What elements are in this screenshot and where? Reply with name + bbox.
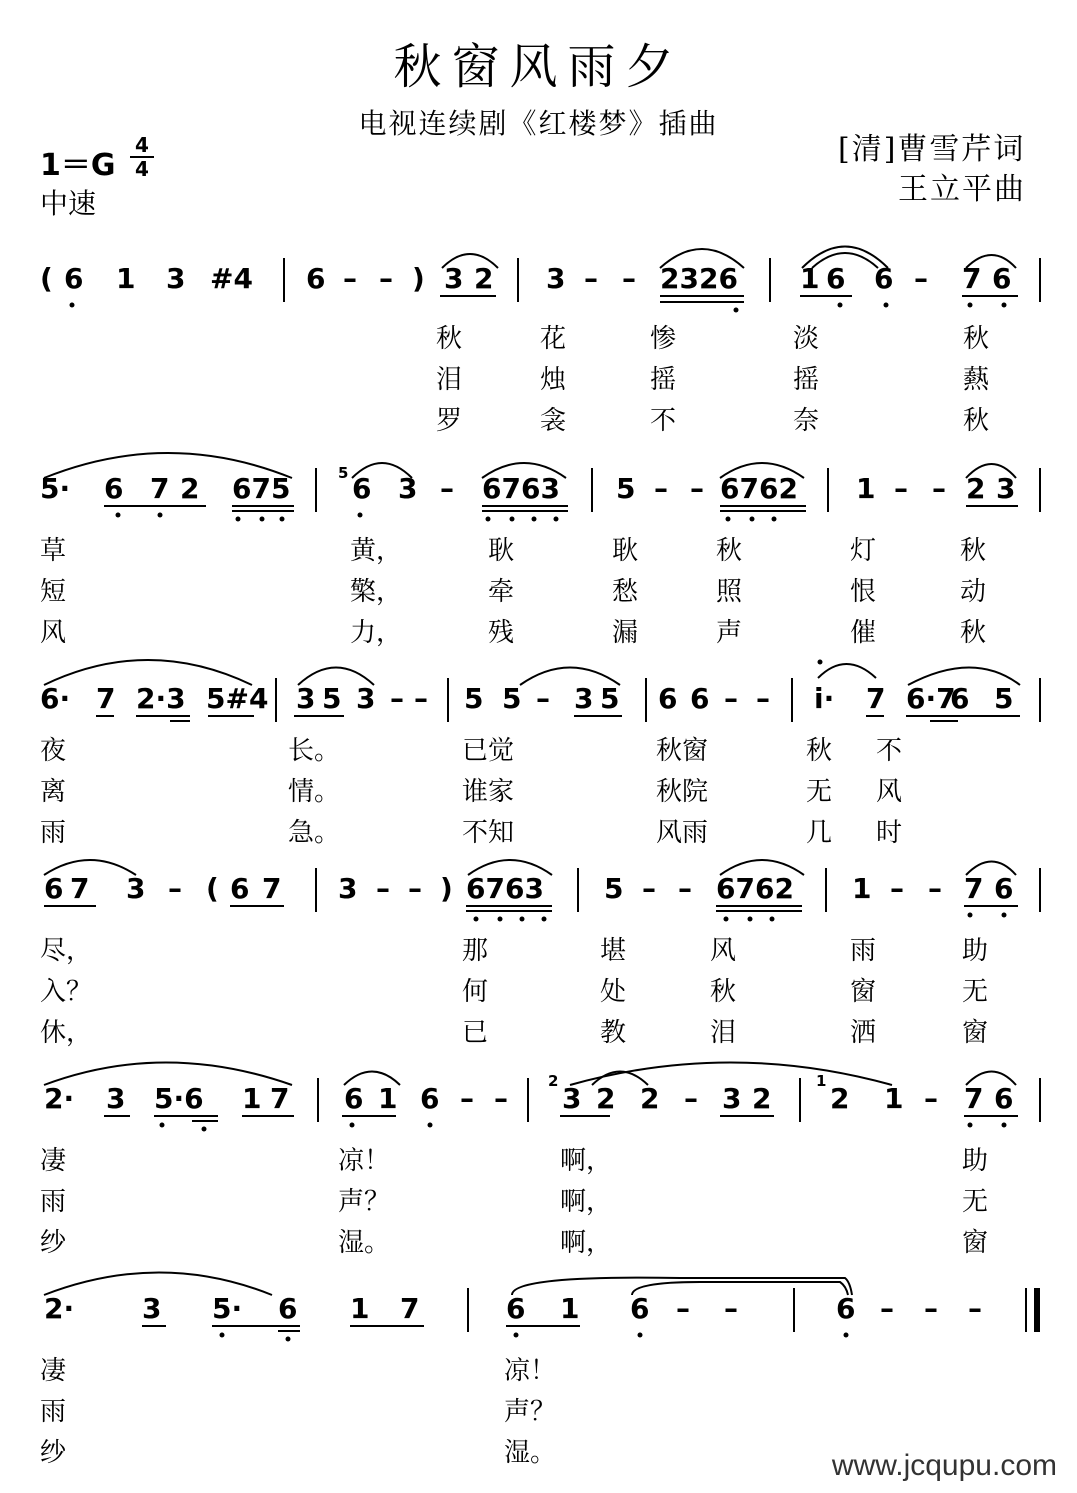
lyric-syllable: 灯 — [850, 536, 877, 566]
lyric-syllable: 已觉 — [462, 736, 515, 766]
grace-note: 1 — [816, 1072, 827, 1090]
note-token: 7 — [96, 682, 116, 715]
note-token: 6762 — [716, 872, 794, 905]
lyric-syllable: 窗 — [850, 977, 877, 1007]
lyric-syllable: 风 — [876, 777, 903, 807]
slur — [818, 664, 876, 678]
lyricist-credit: [清]曹雪芹词 — [838, 132, 1026, 167]
lyric-syllable: 凄 — [40, 1146, 67, 1176]
lyric-syllable: 泪 — [710, 1018, 737, 1048]
lyric-syllable: 秋 — [806, 736, 833, 766]
lyric-syllable: 休， — [40, 1018, 93, 1048]
note-token: – — [414, 682, 428, 715]
note-token: 6 — [874, 262, 894, 295]
time-signature-top: 4 — [135, 133, 149, 157]
lyric-syllable: 教 — [600, 1018, 627, 1048]
note-token: 1 — [242, 1082, 262, 1115]
note-token: – — [924, 1082, 938, 1115]
lyric-syllable: 已 — [462, 1018, 489, 1048]
slur — [44, 860, 136, 875]
lyric-syllable: 声？ — [338, 1187, 391, 1217]
lyric-syllable: 短 — [40, 577, 67, 607]
note-token: – — [168, 872, 182, 905]
note-token: 5#4 — [206, 682, 269, 715]
note-token: – — [968, 1292, 982, 1325]
note-token: 5 — [600, 682, 620, 715]
score-title: 秋窗风雨夕 — [393, 39, 684, 95]
note-token: 6 — [658, 682, 678, 715]
lyric-syllable: 入？ — [40, 977, 93, 1007]
score-subtitle: 电视连续剧《红楼梦》插曲 — [358, 107, 719, 140]
note-token: 1 — [856, 472, 876, 505]
note-token: 6 — [104, 472, 124, 505]
note-token: 7 — [400, 1292, 420, 1325]
lyric-syllable: 啊， — [560, 1187, 613, 1217]
note-token: 5· — [40, 472, 71, 505]
lyric-syllable: 黄， — [350, 536, 403, 566]
slur — [442, 254, 498, 268]
note-token: – — [678, 872, 692, 905]
note-token: 6 — [306, 262, 326, 295]
note-token: 6 — [230, 872, 250, 905]
note-token: 2·3 — [136, 682, 186, 715]
tie — [512, 1278, 852, 1295]
slur — [482, 463, 566, 478]
lyric-syllable: 啊， — [560, 1228, 613, 1258]
lyric-syllable: 爇 — [963, 365, 990, 395]
lyric-syllable: 声 — [716, 618, 743, 648]
note-token: – — [376, 872, 390, 905]
note-token: 675 — [232, 472, 291, 505]
note-token: 2 — [830, 1082, 850, 1115]
lyric-syllable: 动 — [960, 577, 987, 607]
note-token: 2 — [474, 262, 494, 295]
note-token: 2 — [966, 472, 986, 505]
time-signature-bottom: 4 — [135, 157, 149, 181]
note-token: 5· — [212, 1292, 243, 1325]
lyric-syllable: 秋 — [436, 324, 463, 354]
note-token: 2326 — [660, 262, 738, 295]
note-token: 3 — [338, 872, 358, 905]
note-token: 3 — [296, 682, 316, 715]
note-token: 6763 — [466, 872, 544, 905]
lyric-syllable: 时 — [876, 818, 903, 848]
lyric-syllable: 助 — [962, 936, 989, 966]
lyric-syllable: 堪 — [600, 936, 627, 966]
note-token: 2 — [752, 1082, 772, 1115]
note-token: 3 — [722, 1082, 742, 1115]
slur — [468, 860, 552, 875]
note-token: – — [408, 872, 422, 905]
note-token: 3 — [398, 472, 418, 505]
note-token: 7 — [150, 472, 170, 505]
lyric-syllable: 秋 — [963, 406, 990, 436]
lyric-syllable: 草 — [40, 536, 67, 566]
lyric-syllable: 洒 — [850, 1018, 877, 1048]
slur — [966, 862, 1016, 876]
lyric-syllable: 雨 — [40, 818, 67, 848]
slur — [44, 1273, 272, 1296]
note-token: 2 — [180, 472, 200, 505]
note-token: 1 — [350, 1292, 370, 1325]
lyric-syllable: 几 — [806, 818, 833, 848]
lyric-syllable: 不知 — [462, 818, 515, 848]
note-token: 3 — [444, 262, 464, 295]
note-token: 6 — [506, 1292, 526, 1325]
lyric-syllable: 残 — [488, 618, 515, 648]
lyric-syllable: 纱 — [40, 1438, 67, 1468]
note-token: 6763 — [482, 472, 560, 505]
lyric-syllable: 摇 — [650, 365, 677, 395]
note-token: – — [584, 262, 598, 295]
lyric-syllable: 离 — [40, 777, 67, 807]
slur — [966, 1072, 1016, 1086]
note-token: – — [690, 472, 704, 505]
note-token: – — [880, 1292, 894, 1325]
note-token: 7 — [964, 872, 984, 905]
note-token: 1 — [560, 1292, 580, 1325]
note-token: 6 — [64, 262, 84, 295]
note-token: 6 — [352, 472, 372, 505]
note-token: 1 — [378, 1082, 398, 1115]
note-token: 1 — [116, 262, 136, 295]
note-token: 3 — [574, 682, 594, 715]
note-token: ) — [412, 262, 425, 295]
slur — [660, 249, 744, 268]
slur — [966, 464, 1016, 478]
note-token: 5 — [604, 872, 624, 905]
lyric-syllable: 耿 — [612, 536, 639, 566]
lyric-syllable: 凄 — [40, 1356, 67, 1386]
note-token: ( — [206, 872, 219, 905]
note-token: 5 — [322, 682, 342, 715]
lyric-syllable: 泪 — [436, 365, 463, 395]
slur — [720, 860, 804, 875]
lyric-syllable: 纱 — [40, 1228, 67, 1258]
note-token: 2 — [596, 1082, 616, 1115]
note-token: 5 — [616, 472, 636, 505]
note-token: 3 — [356, 682, 376, 715]
note-token: 6 — [950, 682, 970, 715]
lyric-syllable: 风 — [710, 936, 737, 966]
slur — [812, 253, 878, 268]
lyric-syllable: 不 — [650, 406, 677, 436]
watermark: www.jcqupu.com — [831, 1449, 1057, 1482]
note-token: 6 — [994, 872, 1014, 905]
lyric-syllable: 檠， — [350, 577, 403, 607]
note-token: 7 — [964, 1082, 984, 1115]
lyric-syllable: 谁家 — [462, 777, 515, 807]
note-token: 6· — [40, 682, 71, 715]
lyric-syllable: 力， — [350, 618, 403, 648]
note-token: 6 — [44, 872, 64, 905]
lyric-syllable: 长。 — [288, 736, 341, 766]
note-token: 2· — [44, 1292, 75, 1325]
note-token: i· — [814, 682, 835, 715]
note-token: – — [343, 262, 357, 295]
lyric-syllable: 奈 — [793, 406, 820, 436]
note-token: 6 — [420, 1082, 440, 1115]
note-token: 1 — [800, 262, 820, 295]
lyric-syllable: 不 — [876, 736, 903, 766]
lyric-syllable: 夜 — [40, 736, 67, 766]
note-token: 3 — [142, 1292, 162, 1325]
note-token: – — [756, 682, 770, 715]
note-token: – — [890, 872, 904, 905]
note-token: – — [390, 682, 404, 715]
note-token: – — [622, 262, 636, 295]
lyric-syllable: 罗 — [436, 406, 463, 436]
note-token: – — [536, 682, 550, 715]
lyric-syllable: 花 — [540, 324, 567, 354]
lyric-syllable: 惨 — [650, 324, 677, 354]
lyric-syllable: 催 — [850, 618, 877, 648]
lyric-syllable: 雨 — [40, 1187, 67, 1217]
lyric-syllable: 衾 — [540, 406, 567, 436]
lyric-syllable: 声？ — [504, 1397, 557, 1427]
slur — [720, 463, 804, 478]
key-signature: 1＝G — [40, 148, 116, 183]
lyric-syllable: 耿 — [488, 536, 515, 566]
lyric-syllable: 牵 — [488, 577, 515, 607]
note-token: – — [642, 872, 656, 905]
slur — [570, 1063, 892, 1086]
lyric-syllable: 淡 — [793, 324, 820, 354]
lyric-syllable: 风雨 — [656, 818, 709, 848]
lyric-syllable: 秋窗 — [656, 736, 709, 766]
note-token: #4 — [210, 262, 253, 295]
lyric-syllable: 啊， — [560, 1146, 613, 1176]
lyric-syllable: 摇 — [793, 365, 820, 395]
lyric-syllable: 风 — [40, 618, 67, 648]
lyric-syllable: 秋 — [710, 977, 737, 1007]
note-token: – — [894, 472, 908, 505]
lyric-syllable: 秋 — [960, 536, 987, 566]
lyric-syllable: 漏 — [612, 618, 639, 648]
note-token: ( — [40, 262, 53, 295]
note-token: – — [654, 472, 668, 505]
slur — [44, 1063, 292, 1086]
note-token: 7 — [962, 262, 982, 295]
lyric-syllable: 何 — [462, 977, 489, 1007]
note-token: 3 — [546, 262, 566, 295]
note-token: 7 — [262, 872, 282, 905]
lyric-syllable: 湿。 — [338, 1228, 391, 1258]
note-token: ) — [440, 872, 453, 905]
slur — [352, 463, 412, 478]
note-token: 6 — [278, 1292, 298, 1325]
note-token: 3 — [996, 472, 1016, 505]
note-token: – — [924, 1292, 938, 1325]
note-token: 6 — [344, 1082, 364, 1115]
note-token: 1 — [884, 1082, 904, 1115]
lyric-syllable: 无 — [806, 777, 833, 807]
note-token: – — [494, 1082, 508, 1115]
slur — [908, 668, 1020, 686]
lyric-syllable: 处 — [600, 977, 627, 1007]
note-token: 3 — [166, 262, 186, 295]
lyric-syllable: 助 — [962, 1146, 989, 1176]
slur — [344, 1072, 400, 1086]
note-token: 7 — [866, 682, 886, 715]
note-token: – — [914, 262, 928, 295]
note-token: 3 — [106, 1082, 126, 1115]
note-token: – — [932, 472, 946, 505]
lyric-syllable: 雨 — [40, 1397, 67, 1427]
note-token: 3 — [126, 872, 146, 905]
note-token: 6·7 — [906, 682, 956, 715]
slur — [44, 660, 252, 685]
note-token: 5 — [994, 682, 1014, 715]
lyric-syllable: 秋 — [716, 536, 743, 566]
note-token: 6 — [630, 1292, 650, 1325]
lyric-syllable: 雨 — [850, 936, 877, 966]
tempo-marking: 中速 — [40, 187, 97, 220]
note-token: – — [724, 1292, 738, 1325]
lyric-syllable: 窗 — [962, 1018, 989, 1048]
lyric-syllable: 那 — [462, 936, 489, 966]
tie — [632, 1282, 848, 1295]
lyric-syllable: 窗 — [962, 1228, 989, 1258]
lyric-syllable: 烛 — [540, 365, 567, 395]
note-token: 6762 — [720, 472, 798, 505]
grace-note: 5 — [338, 464, 349, 482]
lyric-syllable: 无 — [962, 977, 989, 1007]
note-token: 5·6 — [154, 1082, 204, 1115]
note-token: 1 — [852, 872, 872, 905]
note-token: 2 — [640, 1082, 660, 1115]
lyric-syllable: 秋院 — [656, 777, 709, 807]
note-token: 3 — [562, 1082, 582, 1115]
note-token: 6 — [826, 262, 846, 295]
lyric-syllable: 急。 — [288, 818, 341, 848]
note-token: – — [440, 472, 454, 505]
note-token: 5 — [464, 682, 484, 715]
note-token: – — [724, 682, 738, 715]
note-token: 2· — [44, 1082, 75, 1115]
lyric-syllable: 凉！ — [338, 1146, 391, 1176]
grace-note: 2 — [548, 1072, 559, 1090]
lyric-syllable: 尽， — [40, 936, 93, 966]
slur — [298, 668, 374, 686]
note-token: 6 — [994, 1082, 1014, 1115]
lyric-syllable: 照 — [716, 577, 743, 607]
lyric-syllable: 情。 — [288, 777, 341, 807]
lyric-syllable: 湿。 — [504, 1438, 557, 1468]
note-token: 6 — [836, 1292, 856, 1325]
lyric-syllable: 愁 — [612, 577, 639, 607]
slur — [966, 255, 1016, 268]
note-token: – — [676, 1292, 690, 1325]
slur — [520, 668, 620, 686]
note-token: 6 — [992, 262, 1012, 295]
lyric-syllable: 无 — [962, 1187, 989, 1217]
lyric-syllable: 凉！ — [504, 1356, 557, 1386]
note-token: – — [928, 872, 942, 905]
note-token: – — [684, 1082, 698, 1115]
note-token: 7 — [270, 1082, 290, 1115]
note-token: 7 — [70, 872, 90, 905]
note-token: 5 — [502, 682, 522, 715]
lyric-syllable: 秋 — [963, 324, 990, 354]
slur — [44, 453, 292, 478]
lyric-syllable: 恨 — [850, 577, 877, 607]
lyric-syllable: 秋 — [960, 618, 987, 648]
composer-credit: 王立平曲 — [898, 172, 1026, 207]
note-token: – — [460, 1082, 474, 1115]
note-token: – — [379, 262, 393, 295]
note-token: 6 — [690, 682, 710, 715]
